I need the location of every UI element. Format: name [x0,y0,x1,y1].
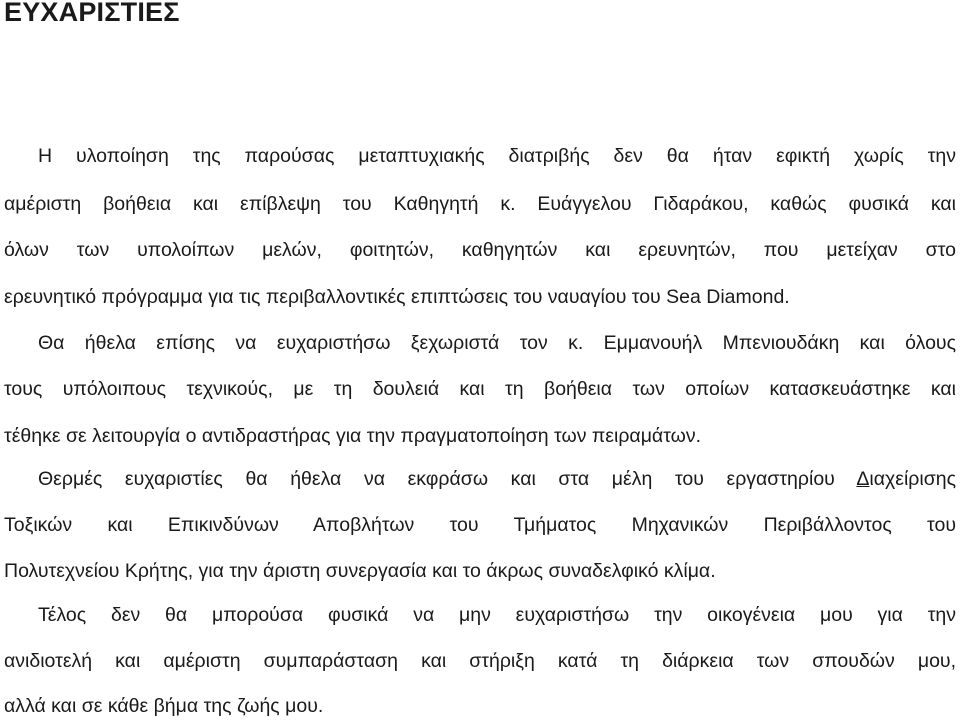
paragraph-4-line-1: Τέλος δεν θα μπορούσα φυσικά να μην ευχαριστήσω την οικογένεια μου για την [38,604,956,626]
paragraph-3-line-1 [38,465,956,493]
paragraph-2-line-1: Θα ήθελα επίσης να ευχαριστήσω ξεχωριστά τον κ. Εμμανουήλ Μπενιουδάκη και όλους [38,332,956,354]
paragraph-1-line-4: ερευνητικό πρόγραμμα για τις περιβαλλοντικές επιπτώσεις του ναυαγίου του Sea Diamond. [4,286,790,308]
paragraph-2-line-2: τους υπόλοιπους τεχνικούς, με τη δουλειά και τη βοήθεια των οποίων κατασκευάστηκε και [4,378,956,400]
paragraph-1-line-2: αμέριστη βοήθεια και επίβλεψη του Καθηγητή κ. Ευάγγελου Γιδαράκου, καθώς φυσικά και [4,193,956,215]
paragraph-1-line-3: όλων των υπολοίπων μελών, φοιτητών, καθηγητών και ερευνητών, που μετείχαν στο [4,239,956,261]
paragraph-3-line-3: Πολυτεχνείου Κρήτης, για την άριστη συνεργασία και το άκρως συναδελφικό κλίμα. [4,560,716,582]
paragraph-3-line-2: Τοξικών και Επικινδύνων Αποβλήτων του Τμήματος Μηχανικών Περιβάλλοντος του [4,514,956,536]
paragraph-3-line-1-text: Θερμές ευχαριστίες θα ήθελα να εκφράσω και στα μέλη του εργαστηρίου [38,468,857,490]
paragraph-1-line-1: Η υλοποίηση της παρούσας μεταπτυχιακής διατριβής δεν θα ήταν εφικτή χωρίς την [38,145,956,167]
page-title: ΕΥΧΑΡΙΣΤΙΕΣ [4,0,180,27]
paragraph-3-line-1-end: ιαχείρισης [869,468,956,490]
paragraph-4-line-3: αλλά και σε κάθε βήμα της ζωής μου. [4,695,324,717]
underlined-letter: Δ [856,468,870,490]
paragraph-2-line-3: τέθηκε σε λειτουργία ο αντιδραστήρας για την πραγματοποίηση των πειραμάτων. [4,425,702,447]
paragraph-4-line-2: ανιδιοτελή και αμέριστη συμπαράσταση και στήριξη κατά τη διάρκεια των σπουδών μου, [4,650,956,672]
